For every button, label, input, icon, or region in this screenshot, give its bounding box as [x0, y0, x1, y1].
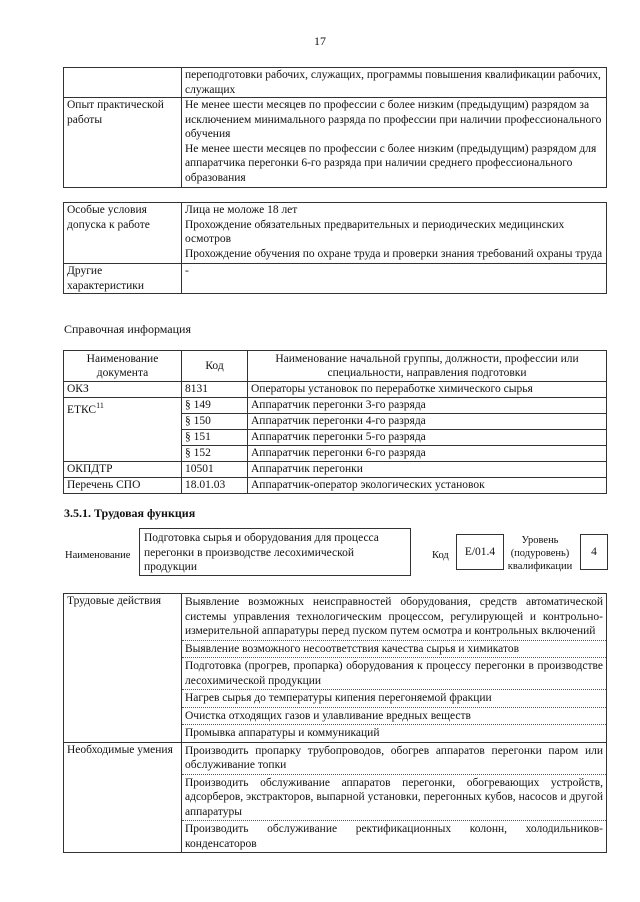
function-code: E/01.4	[456, 534, 504, 570]
doc-name: ЕТКС	[67, 403, 97, 416]
code-cell: 10501	[182, 462, 248, 478]
code-cell: 8131	[182, 382, 248, 398]
doc-cell: ОКПДТР	[64, 462, 182, 478]
column-header: Наименование начальной группы, должности, профессии или специальности, направления подготовки	[248, 351, 607, 382]
action-item: Нагрев сырья до температуры кипения перегоняемой фракции	[182, 689, 606, 707]
column-header: Код	[182, 351, 248, 382]
function-title: 3.5.1. Трудовая функция	[64, 506, 196, 520]
level-label: Уровень (подуровень) квалификации	[507, 535, 573, 572]
name-label: Наименование	[65, 550, 131, 561]
skill-item: Производить пропарку трубопроводов, обогрев аппаратов перегонки паром или обслуживание топки	[185, 744, 603, 771]
skill-item: Производить обслуживание ректификационных колонн, холодильников-конденсаторов	[182, 820, 606, 852]
doc-cell: Перечень СПО	[64, 478, 182, 494]
row-label	[64, 68, 182, 98]
code-cell: 18.01.03	[182, 478, 248, 494]
experience-line: Не менее шести месяцев по профессии с более низким (предыдущим) разрядом для аппаратчика перегонки 6-го разряда при наличии среднего профессионального образования	[185, 142, 597, 184]
code-cell: § 150	[182, 414, 248, 430]
row-value	[182, 98, 607, 188]
admission-table	[63, 202, 607, 294]
action-item: Выявление возможного несоответствия качества сырья и химикатов	[182, 640, 606, 658]
row-value	[182, 594, 607, 743]
row-value: переподготовки рабочих, служащих, программы повышения квалификации рабочих, служащих	[182, 68, 607, 98]
code-cell: § 149	[182, 398, 248, 414]
function-details-table	[63, 593, 607, 853]
name-cell: Аппаратчик перегонки 6-го разряда	[248, 446, 607, 462]
table-header-row	[64, 351, 607, 382]
condition-line: Прохождение обучения по охране труда и проверки знания требований охраны труда	[185, 247, 603, 260]
table-row	[64, 594, 607, 743]
row-label: Опыт практической работы	[64, 98, 182, 188]
row-label: Необходимые умения	[64, 742, 182, 853]
name-cell: Аппаратчик перегонки 3-го разряда	[248, 398, 607, 414]
footnote-ref: 11	[96, 401, 104, 410]
row-value: -	[182, 264, 607, 294]
doc-cell	[64, 398, 182, 462]
name-cell: Аппаратчик перегонки 4-го разряда	[248, 414, 607, 430]
name-cell: Аппаратчик перегонки	[248, 462, 607, 478]
code-cell: § 151	[182, 430, 248, 446]
action-item: Очистка отходящих газов и улавливание вредных веществ	[182, 707, 606, 725]
row-label: Трудовые действия	[64, 594, 182, 743]
condition-line: Лица не моложе 18 лет	[185, 204, 298, 216]
table-row	[64, 203, 607, 264]
name-cell: Аппаратчик-оператор экологических установок	[248, 478, 607, 494]
row-label: Другие характеристики	[64, 264, 182, 294]
experience-line: Не менее шести месяцев по профессии с более низким (предыдущим) разрядом за исключением минимального разряда по профессии при наличии профессионального обучения	[185, 99, 602, 140]
action-item: Подготовка (прогрев, пропарка) оборудования к процессу перегонки в производстве лесохимической продукции	[182, 657, 606, 689]
column-header: Наименование документа	[64, 351, 182, 382]
action-item: Выявление возможных неисправностей оборудования, средств автоматической системы управления технологическим процессом, регулирующей и контрольно-измерительной аппаратуры перед пуском путем осмотра и контрольных включений	[185, 596, 603, 637]
reference-table	[63, 350, 607, 494]
condition-line: Прохождение обязательных предварительных и периодических медицинских осмотров	[185, 218, 565, 245]
function-name: Подготовка сырья и оборудования для процесса перегонки в производстве лесохимической продукции	[139, 528, 411, 576]
name-cell: Аппаратчик перегонки 5-го разряда	[248, 430, 607, 446]
action-item: Промывка аппаратуры и коммуникаций	[182, 724, 606, 742]
skill-item: Производить обслуживание аппаратов перегонки, обогревающих устройств, адсорберов, экстракторов, выпарной установки, перегонных кубов, насосов и другой аппаратуры	[182, 774, 606, 821]
page-number: 17	[314, 34, 326, 48]
name-cell: Операторы установок по переработке химического сырья	[248, 382, 607, 398]
row-label: Особые условия допуска к работе	[64, 203, 182, 264]
table-row	[64, 478, 607, 494]
table-row	[64, 264, 607, 294]
table-row	[64, 98, 607, 188]
table-row	[64, 742, 607, 853]
qualification-level: 4	[580, 534, 608, 570]
code-cell: § 152	[182, 446, 248, 462]
table-row	[64, 462, 607, 478]
table-row	[64, 398, 607, 414]
table-row	[64, 68, 607, 98]
doc-cell: ОКЗ	[64, 382, 182, 398]
qualification-table	[63, 67, 607, 188]
reference-title: Справочная информация	[64, 322, 191, 336]
row-value	[182, 742, 607, 853]
row-value	[182, 203, 607, 264]
code-label: Код	[432, 550, 449, 561]
table-row	[64, 382, 607, 398]
function-header	[64, 528, 609, 586]
